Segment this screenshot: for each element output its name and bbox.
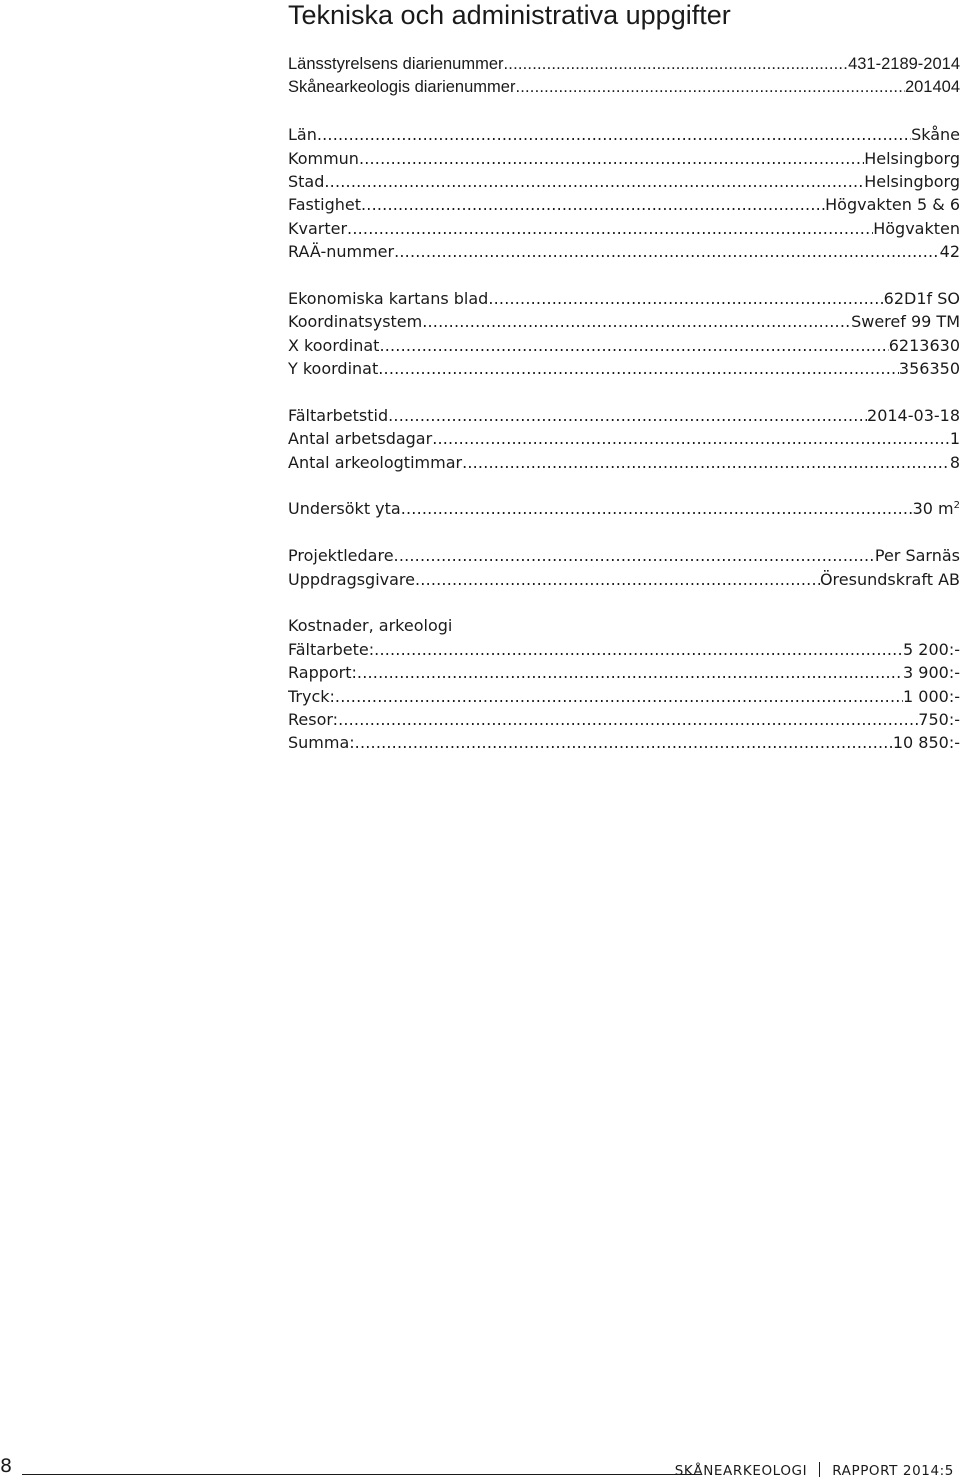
dot-leader [357,661,903,684]
dot-leader [359,147,864,170]
dot-leader [401,497,913,520]
dot-leader [504,53,849,76]
footer-publisher: SKÅNEARKEOLOGI [674,1463,808,1479]
costs-group [288,614,960,754]
row-value: 2014-03-18 [867,405,960,425]
dot-leader [374,638,903,661]
location-group [288,123,960,263]
dot-leader [378,357,899,380]
row-value: 10 850:- [892,733,960,753]
row-value: 3 900:- [903,663,960,683]
dot-leader [488,287,883,310]
info-row [288,568,960,591]
row-value: Högvakten 5 & 6 [825,195,960,215]
cost-row [288,685,960,708]
row-label: Projektledare [288,546,394,566]
row-label: Skånearkeologis diarienummer [288,78,516,97]
info-row [288,427,960,450]
dot-leader [361,193,825,216]
row-value: 750:- [918,709,960,729]
row-value: Högvakten [873,218,960,238]
info-row [288,76,960,99]
info-row [288,404,960,427]
row-label: Fastighet [288,195,362,215]
row-label: RAÄ-nummer [288,242,395,262]
row-value: 201404 [904,78,960,97]
row-label: Y koordinat [288,359,379,379]
coordinates-group [288,287,960,381]
row-label: Resor: [288,709,339,729]
row-value: Per Sarnäs [874,546,960,566]
dot-leader [388,404,867,427]
footer-report: RAPPORT 2014:5 [832,1463,954,1479]
area-value: 30 m [912,499,954,519]
dot-leader [317,123,911,146]
row-value: 8 [949,452,960,472]
row-value: Skåne [911,125,960,145]
cost-row [288,661,960,684]
area-exponent: 2 [953,500,960,512]
row-value: 5 200:- [903,639,960,659]
cost-row [288,638,960,661]
row-value: Sweref 99 TM [851,312,960,332]
row-value [913,497,960,520]
info-row [288,310,960,333]
row-label: Stad [288,171,325,191]
info-row [288,287,960,310]
dot-leader [324,170,864,193]
row-label: Antal arkeologtimmar [288,452,463,472]
dot-leader [515,76,904,99]
info-row [288,357,960,380]
row-value: 42 [939,242,960,262]
info-row [288,217,960,240]
row-label: Fältarbete: [288,639,375,659]
row-label: Fältarbetstid [288,405,389,425]
dot-leader [379,334,888,357]
dot-leader [422,310,851,333]
row-label: Län [288,125,317,145]
row-value: Öresundskraft AB [819,569,960,589]
dot-leader [355,731,893,754]
info-row [288,544,960,567]
row-value: 6213630 [888,335,960,355]
info-row [288,240,960,263]
info-row [288,193,960,216]
dot-leader [347,217,873,240]
dot-leader [335,685,903,708]
costs-heading: Kostnader, arkeologi [288,616,453,636]
page-title: Tekniska och administrativa uppgifter [288,0,731,30]
row-label: Ekonomiska kartans blad [288,288,489,308]
info-row [288,147,960,170]
row-value: Helsingborg [864,171,960,191]
info-row [288,170,960,193]
dot-leader [338,708,918,731]
row-value: 431-2189-2014 [848,55,960,73]
info-row [288,123,960,146]
info-row [288,497,960,520]
registry-group [288,53,960,100]
row-label: Koordinatsystem [288,312,423,332]
row-label: Antal arbetsdagar [288,429,433,449]
footer-label [675,1462,954,1479]
dot-leader [415,568,820,591]
row-value: Helsingborg [864,148,960,168]
fieldwork-group [288,404,960,474]
row-label: Rapport: [288,663,357,683]
cost-row [288,708,960,731]
row-label: Länsstyrelsens diarienummer [288,55,504,73]
dot-leader [462,451,950,474]
people-group [288,544,960,591]
row-label: X koordinat [288,335,380,355]
info-row [288,451,960,474]
row-value: 62D1f SO [883,288,960,308]
row-value: 1 [949,429,960,449]
row-label: Tryck: [288,686,335,706]
dot-leader [394,544,875,567]
row-value: 356350 [898,359,960,379]
area-group [288,497,960,520]
footer-rule [22,1474,702,1475]
info-list [288,53,960,778]
row-value: 1 000:- [903,686,960,706]
info-row [288,334,960,357]
info-row [288,53,960,76]
row-label: Kvarter [288,218,348,238]
row-label: Undersökt yta [288,499,401,519]
row-label: Summa: [288,733,355,753]
row-label: Kommun [288,148,359,168]
cost-row [288,731,960,754]
page-number: 8 [0,1455,13,1477]
dot-leader [432,427,950,450]
footer-separator [819,1462,820,1477]
dot-leader [394,240,940,263]
row-label: Uppdragsgivare [288,569,415,589]
